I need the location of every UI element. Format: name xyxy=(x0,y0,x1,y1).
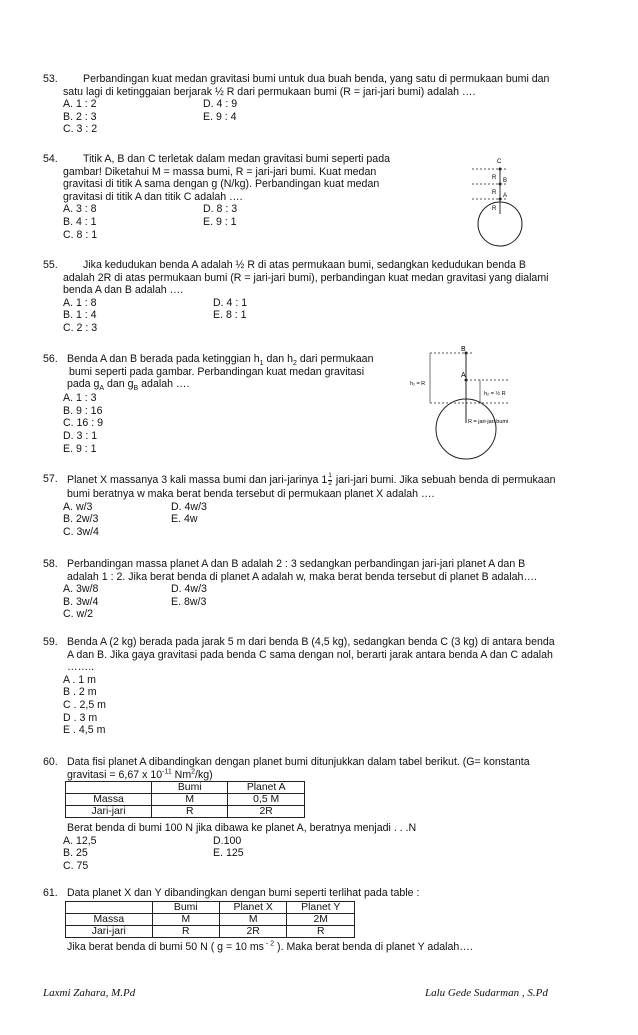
option: E. 9 : 1 xyxy=(203,215,237,228)
option: C. 16 : 9 xyxy=(63,417,104,430)
question-number: 57. xyxy=(43,473,58,485)
question-text: bumi beratnya w maka berat benda tersebut di permukaan planet X adalah …. xyxy=(67,488,435,500)
table-cell: Planet X xyxy=(219,902,287,914)
superscript: -11 xyxy=(162,768,172,776)
subscript: 1 xyxy=(259,360,264,368)
table-cell: Planet Y xyxy=(287,902,355,914)
option: E . 4,5 m xyxy=(63,724,106,737)
option: B . 2 m xyxy=(63,686,97,699)
table-cell: R xyxy=(287,926,355,938)
question-text: Data planet X dan Y dibandingkan dengan bumi seperti terlihat pada table : xyxy=(67,887,420,899)
question-text: bumi seperti pada gambar. Perbandingan kuat medan gravitasi xyxy=(69,365,365,378)
label-r: R xyxy=(492,175,497,181)
table-cell xyxy=(66,782,152,794)
question-text: Titik A, B dan C terletak dalam medan gravitasi bumi seperti pada xyxy=(83,153,390,165)
option: C. 3w/4 xyxy=(63,525,99,538)
option: A. 1 : 3 xyxy=(63,392,97,405)
point-b xyxy=(499,183,502,186)
question-text: Jika berat benda di bumi 50 N ( g = 10 ms xyxy=(67,941,264,953)
option: A. 3w/8 xyxy=(63,583,99,596)
label-b: B xyxy=(461,346,466,353)
option: B. 2 : 3 xyxy=(63,110,97,123)
superscript: 2 xyxy=(191,768,196,776)
table-cell: Planet A xyxy=(228,782,305,794)
question-text: Nm xyxy=(171,768,192,781)
table-cell: M xyxy=(152,794,228,806)
option: D . 3 m xyxy=(63,711,98,724)
label-r: R xyxy=(492,206,497,212)
table-row xyxy=(66,914,355,926)
question-text: satu lagi di ketinggaian berjarak ½ R dari permukaan bumi (R = jari-jari bumi) adalah …. xyxy=(63,85,476,98)
option: A. 1 : 8 xyxy=(63,296,97,309)
question-text: Berat benda di bumi 100 N jika dibawa ke planet A, beratnya menjadi . . .N xyxy=(67,822,417,834)
question-text: …….. xyxy=(67,661,95,674)
table-row xyxy=(66,926,355,938)
label-b: B xyxy=(503,178,508,184)
question-61-continued xyxy=(43,941,603,954)
question-number: 60. xyxy=(43,756,58,768)
option: B. 4 : 1 xyxy=(63,215,97,228)
option: E. 8w/3 xyxy=(171,595,207,608)
data-table xyxy=(65,901,355,938)
fraction-denominator: 2 xyxy=(328,479,332,487)
subscript: 2 xyxy=(293,360,297,368)
question-number: 55. xyxy=(43,259,58,271)
question-number: 61. xyxy=(43,887,58,899)
question-text: adalah 2R di atas permukaan bumi (R = jari-jari bumi), perbandingan kuat medan gravitasi yang dialami xyxy=(63,271,549,284)
label-h1: h₁ = R xyxy=(410,381,426,387)
option: C . 2,5 m xyxy=(63,698,106,711)
question-text: adalah …. xyxy=(138,378,190,391)
option: A. 12,5 xyxy=(63,834,97,847)
table-cell: 2M xyxy=(287,914,355,926)
question-text: Jika kedudukan benda A adalah ½ R di atas permukaan bumi, sedangkan kedudukan benda B xyxy=(83,259,526,271)
option: E. 4w xyxy=(171,513,198,526)
fraction xyxy=(328,473,332,487)
question-text: Planet X massanya 3 kali massa bumi dan jari-jarinya 1 xyxy=(67,473,328,486)
question-text: Perbandingan massa planet A dan B adalah 2 : 3 sedangkan perbandingan jari-jari planet A dan B xyxy=(67,558,526,570)
question-number: 54. xyxy=(43,153,58,165)
question-text: pada g xyxy=(67,378,100,391)
option: A. 1 : 2 xyxy=(63,98,97,111)
label-c: C xyxy=(497,159,502,165)
question-number: 53. xyxy=(43,73,58,85)
question-58 xyxy=(43,558,603,621)
table-cell: Bumi xyxy=(152,902,219,914)
question-number: 58. xyxy=(43,558,58,570)
table-cell: Massa xyxy=(66,914,153,926)
question-60 xyxy=(43,756,603,781)
option: D. 4 : 9 xyxy=(203,98,238,111)
option: B. 1 : 4 xyxy=(63,309,97,322)
table-cell: 2R xyxy=(228,806,305,818)
question-text: dan g xyxy=(104,378,134,391)
label-r: R xyxy=(492,190,497,196)
option: D. 4 : 1 xyxy=(213,296,248,309)
option: D. 3 : 1 xyxy=(63,429,98,442)
point-a xyxy=(499,198,502,201)
footer-author-right: Lalu Gede Sudarman , S.Pd xyxy=(425,987,548,999)
table-row xyxy=(66,806,305,818)
label-h2: h₂ = ½ R xyxy=(484,391,506,397)
table-cell: Jari-jari xyxy=(66,926,153,938)
question-text: Perbandingan kuat medan gravitasi bumi untuk dua buah benda, yang satu di permukaan bumi dan xyxy=(83,73,550,85)
question-text: A dan B. Jika gaya gravitasi pada benda C sama dengan nol, berarti jarak antara benda A dan C adalah xyxy=(67,648,553,661)
question-text: Data fisi planet A dibandingkan dengan planet bumi ditunjukkan dalam tabel berikut. (G= konstanta xyxy=(67,756,530,768)
earth-heights-figure xyxy=(410,343,560,463)
label-a: A xyxy=(503,193,508,199)
question-60-continued xyxy=(43,822,603,872)
option: D. 4w/3 xyxy=(171,583,207,596)
option: B. 9 : 16 xyxy=(63,404,103,417)
question-text: gravitasi = 6,67 x 10 xyxy=(67,768,163,781)
option: D.100 xyxy=(213,834,242,847)
question-text: ). Maka berat benda di planet Y adalah…. xyxy=(274,941,473,953)
subscript: A xyxy=(99,385,105,393)
superscript: - 2 xyxy=(263,940,275,948)
table-header-row xyxy=(66,902,355,914)
question-number: 56. xyxy=(43,353,58,365)
question-text: gravitasi di titik A sama dengan g (N/kg). Perbandingan kuat medan xyxy=(63,178,380,191)
question-text: Benda A (2 kg) berada pada jarak 5 m dari benda B (4,5 kg), sedangkan benda C (3 kg) di antara benda xyxy=(67,636,555,648)
table-cell: 0,5 M xyxy=(228,794,305,806)
option: D. 8 : 3 xyxy=(203,203,238,216)
question-61 xyxy=(43,887,603,900)
table-cell: 2R xyxy=(219,926,287,938)
question-text: gravitasi di titik A dan titik C adalah …. xyxy=(63,190,243,203)
option: E. 9 : 1 xyxy=(63,442,97,455)
footer-author-left: Laxmi Zahara, M.Pd xyxy=(43,987,136,999)
question-text: /kg) xyxy=(195,768,213,781)
label-a: A xyxy=(461,372,466,379)
table-cell xyxy=(66,902,153,914)
fraction-numerator: 1 xyxy=(328,472,332,479)
question-text: adalah 1 : 2. Jika berat benda di planet A adalah w, maka berat benda tersebut di planet B adalah…. xyxy=(67,570,537,583)
question-text: jari-jari bumi. Jika sebuah benda di permukaan xyxy=(332,473,556,486)
table-cell: Massa xyxy=(66,794,152,806)
option: E. 9 : 4 xyxy=(203,110,237,123)
question-57 xyxy=(43,473,603,538)
option: C. 75 xyxy=(63,859,89,872)
question-number: 59. xyxy=(43,636,58,648)
table-cell: R xyxy=(152,806,228,818)
option: A . 1 m xyxy=(63,673,96,686)
option: C. 3 : 2 xyxy=(63,123,98,136)
point-c xyxy=(499,168,502,171)
question-53 xyxy=(43,73,603,136)
question-text: benda A dan B adalah …. xyxy=(63,284,184,297)
table-cell: M xyxy=(152,914,219,926)
question-55 xyxy=(43,259,603,335)
question-59 xyxy=(43,636,603,737)
earth-points-figure xyxy=(470,158,530,250)
table-header-row xyxy=(66,782,305,794)
option: D. 4w/3 xyxy=(171,500,207,513)
data-table xyxy=(65,781,305,818)
option: A. w/3 xyxy=(63,500,93,513)
label-radius: R = jari-jari bumi xyxy=(468,419,509,425)
option: E. 8 : 1 xyxy=(213,309,247,322)
option: E. 125 xyxy=(213,847,244,860)
table-cell: R xyxy=(152,926,219,938)
option: C. 8 : 1 xyxy=(63,228,98,241)
table-cell: M xyxy=(219,914,287,926)
option: A. 3 : 8 xyxy=(63,203,97,216)
question-text: dari permukaan xyxy=(296,353,374,365)
option: B. 25 xyxy=(63,847,88,860)
option: B. 3w/4 xyxy=(63,595,99,608)
subscript: B xyxy=(133,385,139,393)
option: C. 2 : 3 xyxy=(63,321,98,334)
table-cell: Bumi xyxy=(152,782,228,794)
table-row xyxy=(66,794,305,806)
question-text: Benda A dan B berada pada ketinggian h xyxy=(67,353,260,365)
table-cell: Jari-jari xyxy=(66,806,152,818)
option: C. w/2 xyxy=(63,608,94,621)
option: B. 2w/3 xyxy=(63,513,99,526)
question-text: dan h xyxy=(263,353,293,365)
question-text: gambar! Diketahui M = massa bumi, R = jari-jari bumi. Kuat medan xyxy=(63,165,377,178)
